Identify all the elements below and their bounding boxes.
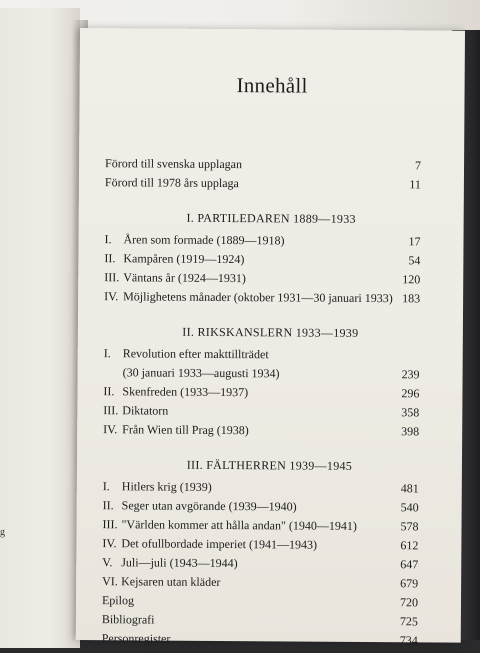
chapter-number: I. [104, 232, 123, 247]
part-heading: II. RIKSKANSLERN 1933—1939 [78, 324, 463, 342]
toc-entry [104, 232, 420, 253]
page-number: 120 [398, 272, 420, 287]
toc-entry [104, 365, 420, 386]
entry-title: Kampåren (1919—1924) [123, 251, 398, 268]
toc-entry-front [105, 156, 421, 177]
entry-title: Personregister [102, 631, 396, 648]
entry-title: Förord till 1978 års upplaga [105, 175, 399, 192]
page-number: 734 [396, 633, 418, 648]
entry-title: Kejsaren utan kläder [121, 574, 396, 591]
entry-title: Förord till svenska upplagan [105, 156, 399, 173]
page-number: 647 [396, 557, 418, 572]
facing-page-text-fragment: g [0, 527, 5, 538]
page-number: 11 [399, 177, 421, 192]
part-heading: III. FÄLTHERREN 1939—1945 [77, 457, 462, 475]
chapter-number: II. [103, 384, 122, 399]
entry-title: Bibliografi [102, 612, 396, 629]
chapter-number: V. [102, 555, 121, 570]
page-title: Innehåll [80, 72, 465, 100]
page-number: 612 [396, 538, 418, 553]
entry-title: Revolution efter makttillträdet [123, 346, 420, 363]
page-number: 481 [397, 481, 419, 496]
toc-entry [102, 536, 418, 557]
chapter-number: III. [103, 403, 122, 418]
page-number: 183 [398, 291, 420, 306]
entry-title: Det ofullbordade imperiet (1941—1943) [121, 536, 396, 553]
chapter-number: IV. [102, 536, 121, 551]
toc-entry [103, 384, 419, 405]
page-number: 578 [396, 519, 418, 534]
toc-entry [103, 422, 419, 443]
toc-entry [104, 346, 420, 367]
book-page [76, 28, 465, 643]
entry-title: "Världen kommer att hålla andan" (1940—1941) [121, 517, 396, 534]
entry-title: Åren som formade (1889—1918) [123, 232, 398, 249]
chapter-number: I. [103, 479, 122, 494]
page-number: 725 [396, 614, 418, 629]
entry-title: (30 januari 1933—augusti 1934) [123, 365, 398, 382]
toc-entry-back [102, 612, 418, 633]
toc-entry-back [102, 631, 418, 652]
entry-title: Diktatorn [122, 403, 397, 420]
chapter-number: I. [104, 346, 123, 361]
entry-title: Juli—juli (1943—1944) [121, 555, 396, 572]
chapter-number: IV. [103, 422, 122, 437]
entry-title: Väntans år (1924—1931) [123, 270, 398, 287]
toc-entry [103, 479, 419, 500]
toc-entry-back [102, 593, 418, 614]
chapter-number: VI. [102, 574, 121, 589]
page-number: 17 [398, 234, 420, 249]
toc-entry-front [105, 175, 421, 196]
page-number: 398 [397, 424, 419, 439]
page-number: 679 [396, 576, 418, 591]
chapter-number: III. [104, 270, 123, 285]
entry-title: Skenfreden (1933—1937) [122, 384, 397, 401]
entry-title: Seger utan avgörande (1939—1940) [122, 498, 397, 515]
entry-title: Epilog [102, 593, 396, 610]
toc-entry [104, 289, 420, 310]
toc-entry [102, 574, 418, 595]
page-number: 239 [398, 367, 420, 382]
toc-entry [102, 517, 418, 538]
toc-entry [104, 270, 420, 291]
chapter-number: IV. [104, 289, 123, 304]
chapter-number: III. [102, 517, 121, 532]
entry-title: Hitlers krig (1939) [122, 479, 397, 496]
facing-page [0, 8, 80, 648]
chapter-number: II. [103, 498, 122, 513]
page-number: 358 [397, 405, 419, 420]
toc-entry [102, 555, 418, 576]
entry-title: Möjlighetens månader (oktober 1931—30 januari 1933) [123, 289, 398, 306]
entry-title: Från Wien till Prag (1938) [122, 422, 397, 439]
page-number: 296 [397, 386, 419, 401]
chapter-number: II. [104, 251, 123, 266]
toc-entry [103, 498, 419, 519]
page-number: 7 [399, 158, 421, 173]
toc-entry [104, 251, 420, 272]
toc-entry [103, 403, 419, 424]
page-number: 540 [397, 500, 419, 515]
page-number: 54 [398, 253, 420, 268]
part-heading: I. PARTILEDAREN 1889—1933 [79, 210, 464, 228]
page-number: 720 [396, 595, 418, 610]
